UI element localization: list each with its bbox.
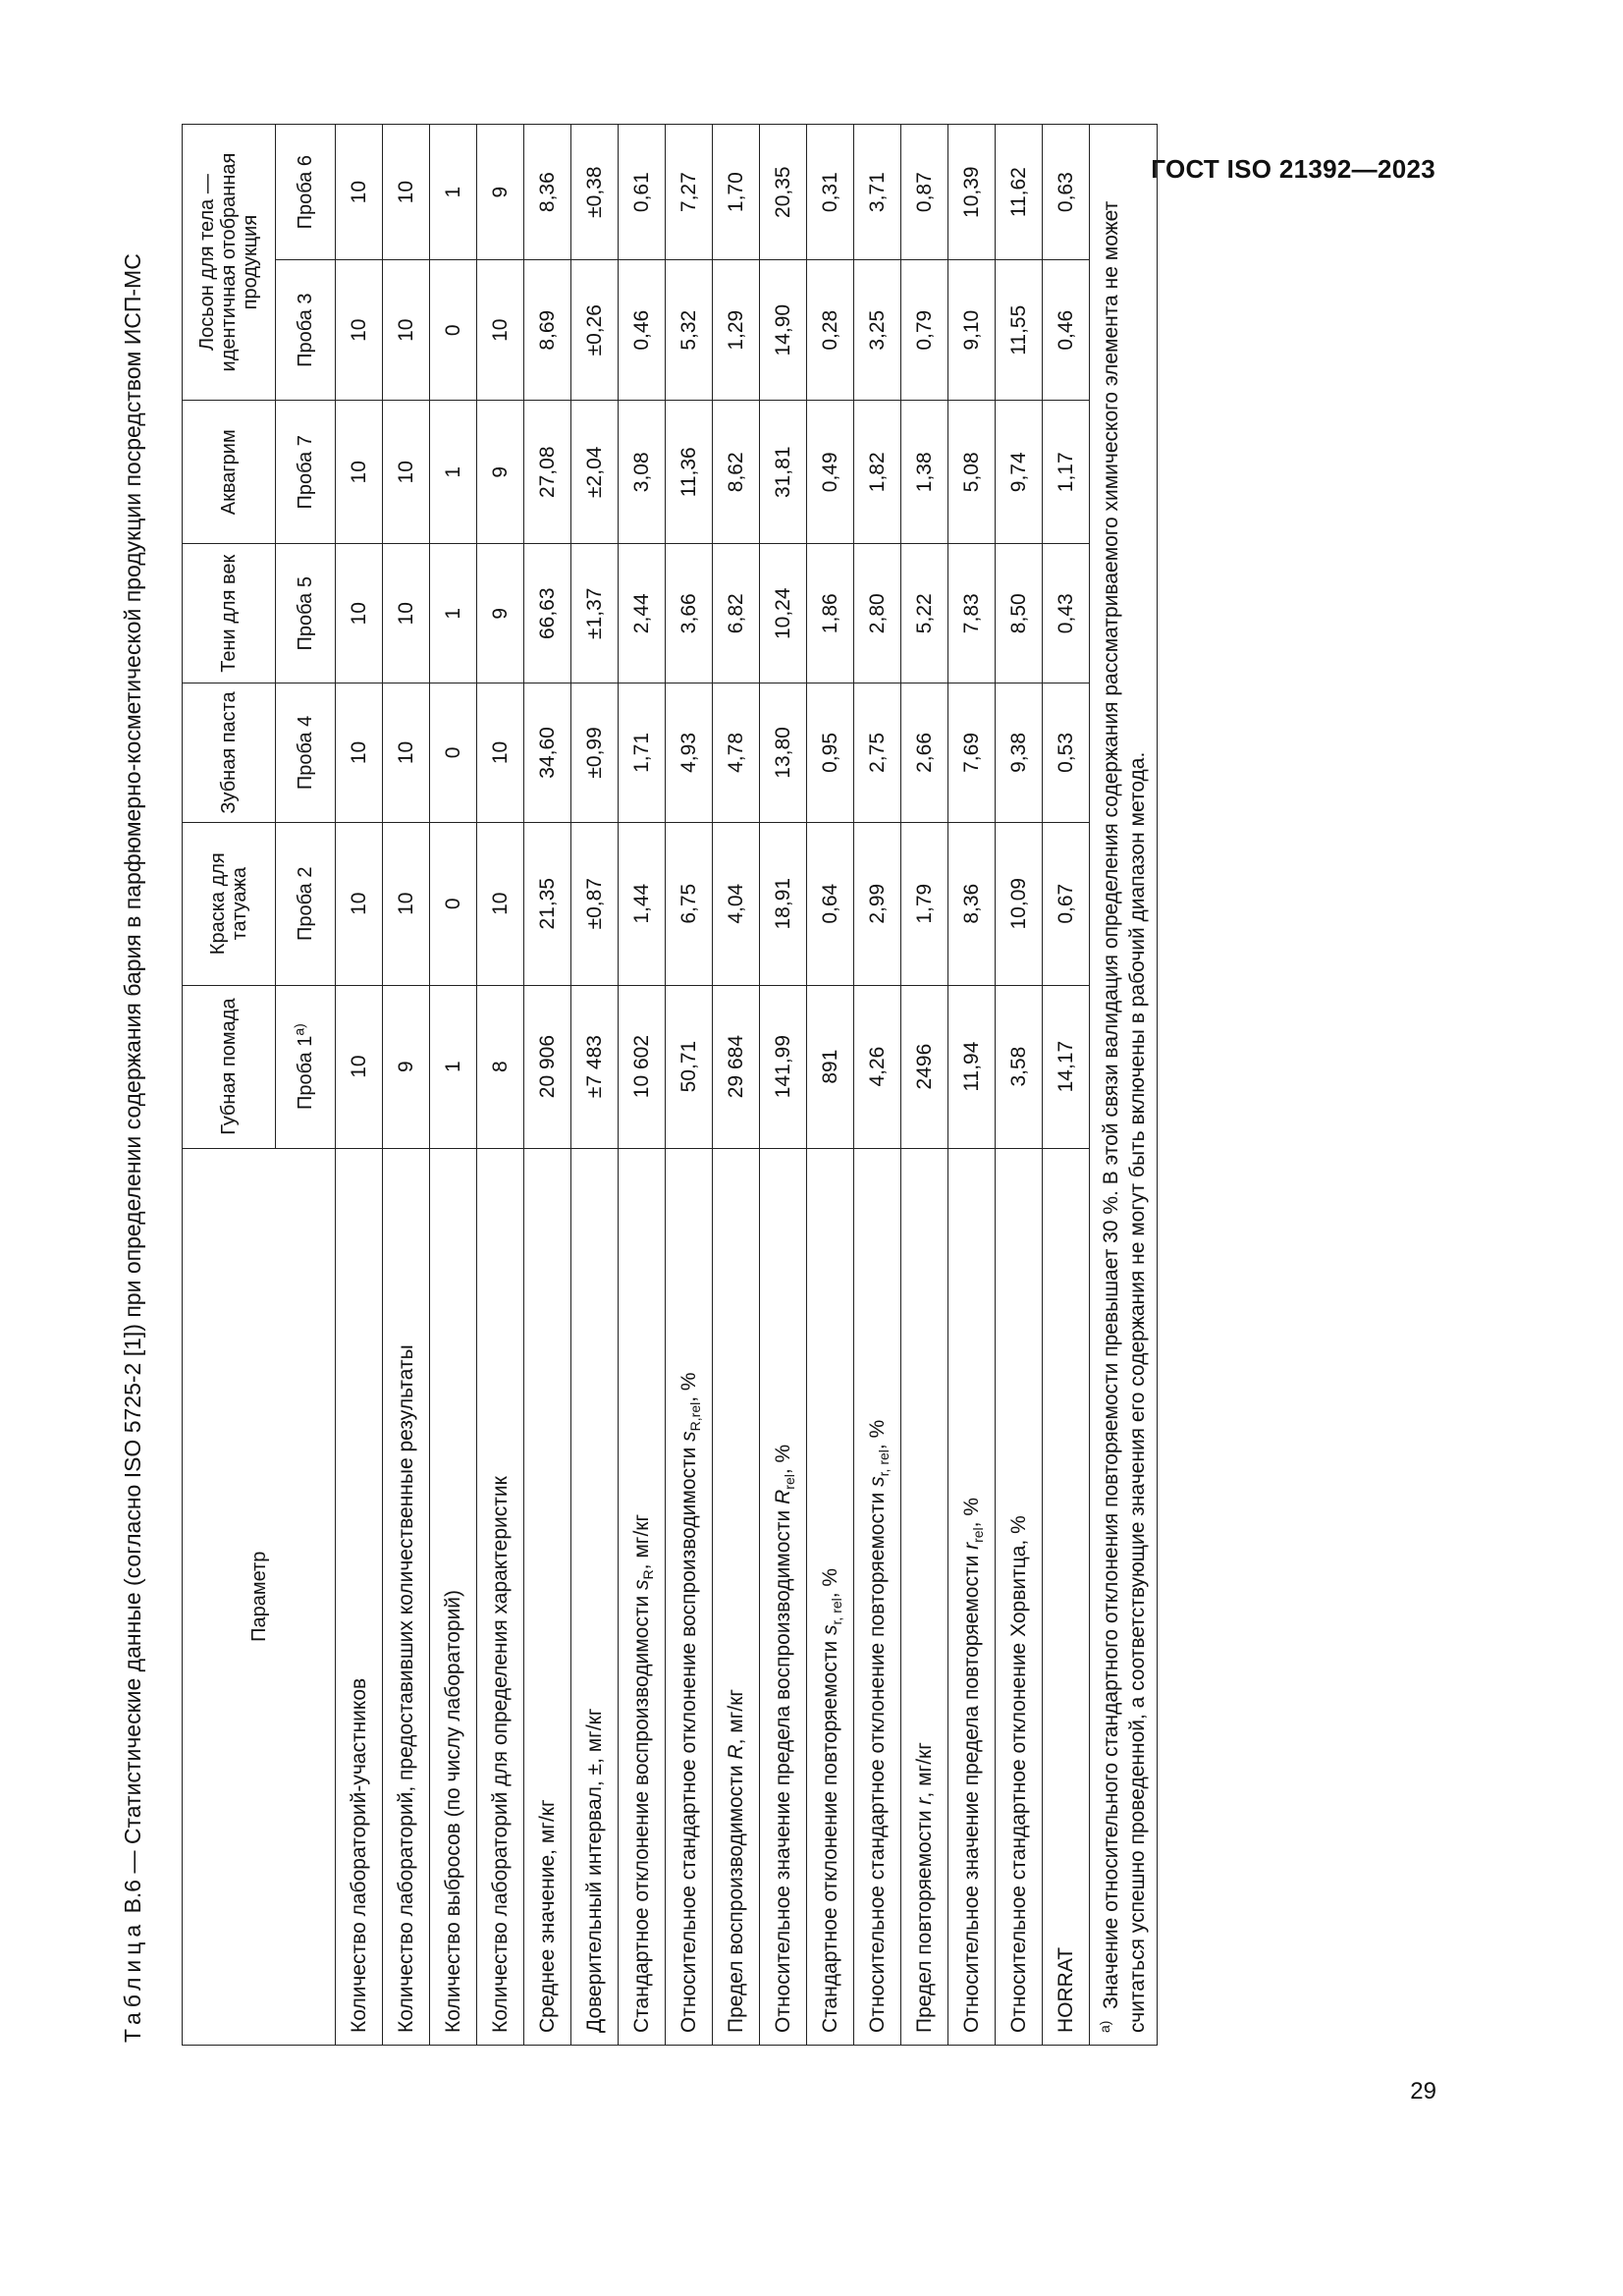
value-cell: 3,71 — [854, 125, 901, 260]
value-cell: 5,32 — [666, 260, 713, 401]
value-cell: ±2,04 — [571, 401, 619, 544]
value-cell: 0,63 — [1043, 125, 1090, 260]
header-row-groups — [183, 125, 276, 2046]
value-cell: ±0,87 — [571, 822, 619, 985]
value-cell: 0,53 — [1043, 683, 1090, 823]
param-symbol: r — [912, 1797, 936, 1805]
param-label: Относительное стандартное отклонение воспроизводимости — [676, 1441, 700, 2033]
param-subscript: r, rel — [875, 1449, 892, 1477]
param-cell — [477, 1148, 524, 2045]
value-cell: 10,24 — [760, 544, 807, 683]
sample-header: Проба 3 — [276, 260, 336, 401]
param-unit: , % — [771, 1444, 794, 1475]
group-header: Краска для татуажа — [183, 822, 276, 985]
value-cell: 4,04 — [713, 822, 760, 985]
value-cell: 0,49 — [807, 401, 854, 544]
value-cell: 891 — [807, 985, 854, 1148]
value-cell: 10 — [383, 683, 430, 823]
value-cell: 9 — [477, 401, 524, 544]
value-cell: 10 — [383, 401, 430, 544]
param-label: Относительное стандартное отклонение повторяемости — [865, 1486, 889, 2033]
param-cell — [619, 1148, 666, 2045]
param-label: Количество выбросов (по числу лабораторий) — [441, 1589, 464, 2033]
table-row — [619, 125, 666, 2046]
group-header: Зубная паста — [183, 683, 276, 823]
value-cell: 18,91 — [760, 822, 807, 985]
param-unit: , мг/кг — [912, 1742, 936, 1798]
value-cell: 0 — [430, 822, 477, 985]
param-label: Стандартное отклонение повторяемости — [818, 1634, 841, 2033]
param-cell — [854, 1148, 901, 2045]
value-cell: 0,46 — [619, 260, 666, 401]
param-label: Предел воспроизводимости — [724, 1759, 747, 2033]
table-row — [383, 125, 430, 2046]
standard-code: ГОСТ ISO 21392—2023 — [1151, 154, 1435, 184]
value-cell: 9,74 — [996, 401, 1043, 544]
value-cell: 3,66 — [666, 544, 713, 683]
param-cell — [948, 1148, 996, 2045]
param-unit: , мг/кг — [724, 1688, 747, 1745]
value-cell: 14,90 — [760, 260, 807, 401]
sample-label: Проба 1 — [295, 1035, 316, 1111]
value-cell: 0,64 — [807, 822, 854, 985]
value-cell: 1 — [430, 125, 477, 260]
param-label: Относительное стандартное отклонение Хорвитца, % — [1006, 1515, 1030, 2033]
table-row — [571, 125, 619, 2046]
param-cell — [996, 1148, 1043, 2045]
value-cell: 3,25 — [854, 260, 901, 401]
value-cell: 0 — [430, 260, 477, 401]
group-header: Губная помада — [183, 985, 276, 1148]
value-cell: 10 — [336, 985, 383, 1148]
value-cell: 21,35 — [524, 822, 571, 985]
value-cell: 9 — [477, 544, 524, 683]
param-unit: , % — [959, 1498, 983, 1528]
value-cell: 2,80 — [854, 544, 901, 683]
value-cell: 20,35 — [760, 125, 807, 260]
value-cell: 1,82 — [854, 401, 901, 544]
footnote-text: Значение относительного стандартного отклонения повторяемости превышает 30 %. В этой связи валидация определения содержания рассматриваемого химического элемента не может считаться успешно проведенной, а соответствующие значения его содержания не могут быть включены в рабочий диапазон метода. — [1100, 200, 1149, 2033]
value-cell: 10 — [383, 260, 430, 401]
value-cell: 0,28 — [807, 260, 854, 401]
value-cell: 1,29 — [713, 260, 760, 401]
value-cell: 1,38 — [901, 401, 948, 544]
param-label: Количество лабораторий-участников — [347, 1677, 370, 2033]
value-cell: 10 — [336, 125, 383, 260]
param-header: Параметр — [183, 1148, 336, 2045]
value-cell: 10 — [477, 822, 524, 985]
value-cell: 8,62 — [713, 401, 760, 544]
table-row — [477, 125, 524, 2046]
sample-header — [276, 985, 336, 1148]
value-cell: 5,08 — [948, 401, 996, 544]
value-cell: 8 — [477, 985, 524, 1148]
param-label: Стандартное отклонение воспроизводимости — [629, 1589, 653, 2033]
param-cell — [807, 1148, 854, 2045]
value-cell: 20 906 — [524, 985, 571, 1148]
value-cell: 66,63 — [524, 544, 571, 683]
value-cell: 6,82 — [713, 544, 760, 683]
value-cell: 11,36 — [666, 401, 713, 544]
param-subscript: R,rel — [686, 1401, 703, 1432]
value-cell: 1 — [430, 985, 477, 1148]
value-cell: 6,75 — [666, 822, 713, 985]
group-header: Аквагрим — [183, 401, 276, 544]
statistics-table — [182, 124, 1158, 2046]
value-cell: 4,93 — [666, 683, 713, 823]
value-cell: 141,99 — [760, 985, 807, 1148]
value-cell: 10 — [477, 683, 524, 823]
value-cell: 0,61 — [619, 125, 666, 260]
table-body — [336, 125, 1090, 2046]
table-row — [1043, 125, 1090, 2046]
footnote-mark: а) — [1097, 2020, 1112, 2033]
rotated-table-area — [108, 108, 1227, 2082]
value-cell: 1,44 — [619, 822, 666, 985]
value-cell: 7,69 — [948, 683, 996, 823]
value-cell: 10 — [336, 401, 383, 544]
value-cell: 5,22 — [901, 544, 948, 683]
value-cell: 3,08 — [619, 401, 666, 544]
value-cell: 2,75 — [854, 683, 901, 823]
param-label: Предел повторяемости — [912, 1804, 936, 2033]
table-row — [996, 125, 1043, 2046]
param-cell — [524, 1148, 571, 2045]
param-symbol: s — [818, 1624, 841, 1635]
param-unit: , % — [818, 1567, 841, 1599]
value-cell: 10 — [336, 260, 383, 401]
param-subscript: R — [639, 1569, 656, 1580]
param-label: Относительное значение предела повторяемости — [959, 1549, 983, 2033]
value-cell: 9 — [477, 125, 524, 260]
param-cell — [1043, 1148, 1090, 2045]
param-unit: , мг/кг — [629, 1513, 653, 1570]
value-cell: 1,71 — [619, 683, 666, 823]
value-cell: 1,17 — [1043, 401, 1090, 544]
table-row — [524, 125, 571, 2046]
value-cell: 27,08 — [524, 401, 571, 544]
value-cell: 10 602 — [619, 985, 666, 1148]
value-cell: 7,83 — [948, 544, 996, 683]
value-cell: 2496 — [901, 985, 948, 1148]
value-cell: 0,95 — [807, 683, 854, 823]
value-cell: 0,87 — [901, 125, 948, 260]
value-cell: 4,78 — [713, 683, 760, 823]
value-cell: 9,10 — [948, 260, 996, 401]
value-cell: 1 — [430, 401, 477, 544]
param-label: Количество лабораторий, предоставивших количественные результаты — [394, 1344, 417, 2033]
page-number: 29 — [1410, 2078, 1436, 2105]
value-cell: 10,39 — [948, 125, 996, 260]
param-label: Относительное значение предела воспроизводимости — [771, 1503, 794, 2033]
value-cell: 8,69 — [524, 260, 571, 401]
value-cell: 0,46 — [1043, 260, 1090, 401]
group-header: Тени для век — [183, 544, 276, 683]
table-row — [948, 125, 996, 2046]
caption-label: Таблица — [120, 1919, 145, 2043]
value-cell: 13,80 — [760, 683, 807, 823]
value-cell: 1,70 — [713, 125, 760, 260]
value-cell: 0,67 — [1043, 822, 1090, 985]
value-cell: 11,62 — [996, 125, 1043, 260]
param-unit: , % — [676, 1372, 700, 1402]
param-symbol: R — [771, 1489, 794, 1504]
value-cell: 10,09 — [996, 822, 1043, 985]
value-cell: 11,94 — [948, 985, 996, 1148]
table-row — [713, 125, 760, 2046]
param-label: Количество лабораторий для определения характеристик — [488, 1476, 512, 2033]
table-row — [901, 125, 948, 2046]
param-subscript: rel — [781, 1474, 797, 1490]
param-label: Среднее значение, мг/кг — [535, 1799, 559, 2033]
footnote-row — [1090, 125, 1158, 2046]
param-label: HORRAT — [1054, 1946, 1077, 2033]
sample-header: Проба 7 — [276, 401, 336, 544]
value-cell: 14,17 — [1043, 985, 1090, 1148]
caption-text: В.6 — Статистические данные (согласно ISO 5725-2 [1]) при определении содержания бария в парфюмерно-косметической продукции посредством ИСП-МС — [120, 253, 145, 1920]
table-row — [430, 125, 477, 2046]
param-cell — [383, 1148, 430, 2045]
value-cell: 9,38 — [996, 683, 1043, 823]
value-cell: 2,44 — [619, 544, 666, 683]
table-row — [854, 125, 901, 2046]
table-row — [807, 125, 854, 2046]
value-cell: ±0,38 — [571, 125, 619, 260]
value-cell: 11,55 — [996, 260, 1043, 401]
value-cell: 10 — [383, 544, 430, 683]
value-cell: 34,60 — [524, 683, 571, 823]
sample-header: Проба 6 — [276, 125, 336, 260]
sample-header: Проба 4 — [276, 683, 336, 823]
value-cell: ±0,26 — [571, 260, 619, 401]
value-cell: 0,79 — [901, 260, 948, 401]
value-cell: 0,43 — [1043, 544, 1090, 683]
value-cell: 10 — [336, 544, 383, 683]
value-cell: 1,86 — [807, 544, 854, 683]
param-cell — [571, 1148, 619, 2045]
table-caption — [118, 118, 147, 2043]
table-row — [666, 125, 713, 2046]
param-label: Доверительный интервал, ±, мг/кг — [582, 1708, 606, 2033]
value-cell: 8,50 — [996, 544, 1043, 683]
sample-footnote-mark: а) — [291, 1023, 307, 1036]
param-cell — [430, 1148, 477, 2045]
param-symbol: R — [724, 1744, 747, 1760]
value-cell: 31,81 — [760, 401, 807, 544]
value-cell: 0 — [430, 683, 477, 823]
param-unit: , % — [865, 1419, 889, 1450]
value-cell: 0,31 — [807, 125, 854, 260]
value-cell: 10 — [383, 822, 430, 985]
table-row — [336, 125, 383, 2046]
value-cell: 50,71 — [666, 985, 713, 1148]
value-cell: 8,36 — [524, 125, 571, 260]
value-cell: 1,79 — [901, 822, 948, 985]
value-cell: 2,66 — [901, 683, 948, 823]
table-row — [760, 125, 807, 2046]
value-cell: 29 684 — [713, 985, 760, 1148]
value-cell: 10 — [383, 125, 430, 260]
value-cell: ±0,99 — [571, 683, 619, 823]
param-cell — [336, 1148, 383, 2045]
value-cell: ±1,37 — [571, 544, 619, 683]
param-cell — [666, 1148, 713, 2045]
sample-header: Проба 2 — [276, 822, 336, 985]
value-cell: 3,58 — [996, 985, 1043, 1148]
sample-header: Проба 5 — [276, 544, 336, 683]
param-symbol: r — [959, 1542, 983, 1550]
value-cell: 10 — [336, 683, 383, 823]
value-cell: 4,26 — [854, 985, 901, 1148]
value-cell: 8,36 — [948, 822, 996, 985]
value-cell: 10 — [477, 260, 524, 401]
value-cell: 1 — [430, 544, 477, 683]
value-cell: 10 — [336, 822, 383, 985]
value-cell: ±7 483 — [571, 985, 619, 1148]
param-subscript: rel — [969, 1527, 986, 1543]
group-header: Лосьон для тела — идентичная отобранная продукция — [183, 125, 276, 401]
param-subscript: r, rel — [828, 1598, 844, 1625]
param-symbol: s — [865, 1476, 889, 1487]
param-cell — [760, 1148, 807, 2045]
value-cell: 7,27 — [666, 125, 713, 260]
value-cell: 9 — [383, 985, 430, 1148]
param-symbol: s — [629, 1579, 653, 1590]
param-symbol: s — [676, 1431, 700, 1442]
param-cell — [713, 1148, 760, 2045]
table-footnote — [1090, 125, 1158, 2046]
value-cell: 2,99 — [854, 822, 901, 985]
param-cell — [901, 1148, 948, 2045]
